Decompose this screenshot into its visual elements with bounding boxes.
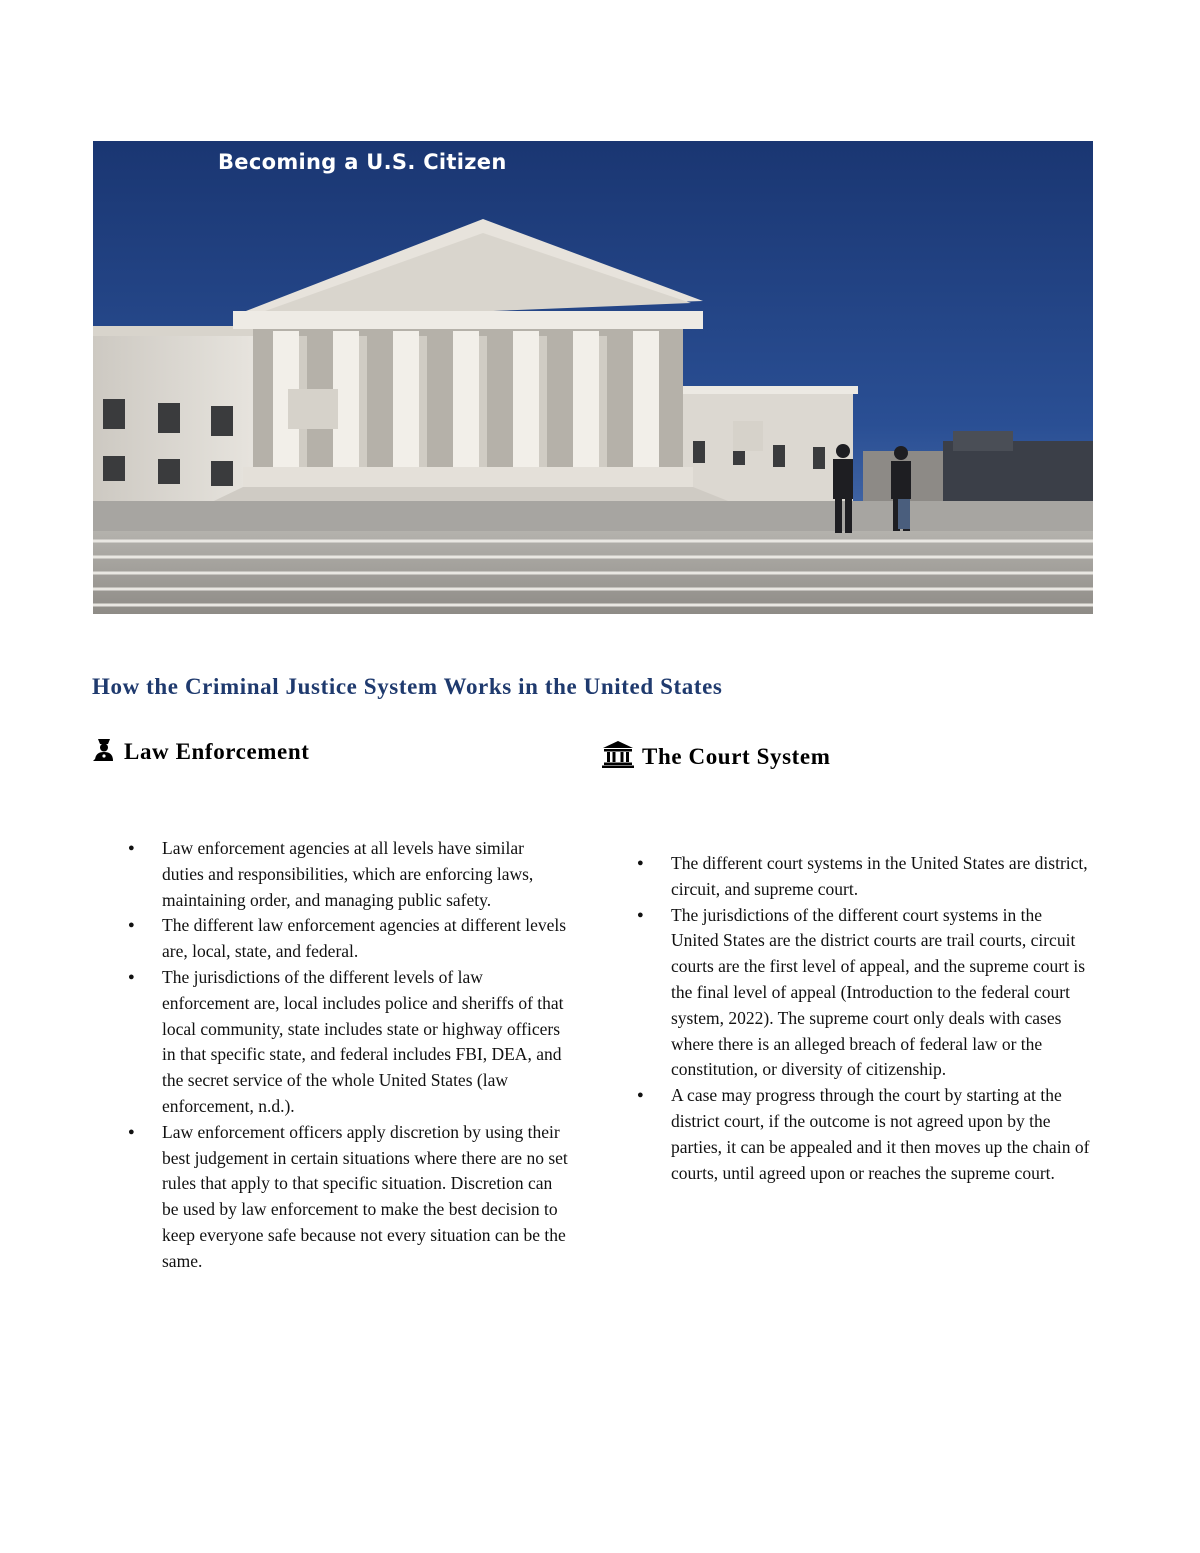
law-enforcement-heading — [92, 736, 310, 768]
courthouse-icon — [602, 740, 634, 774]
list-item: ● The different court systems in the United States are district, circuit, and supreme court. — [637, 851, 1092, 903]
list-item: ● The jurisdictions of the different levels of law enforcement are, local includes police and sheriffs of that local community, state includes state or highway officers in that specific state, and federal includes FBI, DEA, and the secret service of the whole United States (law enforcement, n.d.). — [128, 965, 568, 1120]
court-system-list — [637, 851, 1092, 1186]
list-item: ● The jurisdictions of the different court systems in the United States are the district courts are trail courts, circuit courts are the first level of appeal, and the supreme court is the final level of appeal (Introduction to the federal court system, 2022). The supreme court only deals with cases where there is an alleged breach of federal law or the constitution, or diversity of citizenship. — [637, 903, 1092, 1084]
hero-banner — [93, 141, 1093, 614]
court-system-heading — [602, 740, 830, 774]
list-item: ● A case may progress through the court by starting at the district court, if the outcome is not agreed upon by the parties, it can be appealed and it then moves up the chain of courts, until agreed upon or reaches the supreme court. — [637, 1083, 1092, 1186]
list-item: ● The different law enforcement agencies at different levels are, local, state, and federal. — [128, 913, 568, 965]
court-system-heading-text: The Court System — [642, 744, 831, 769]
law-enforcement-list — [128, 836, 568, 1275]
hero-title: Becoming a U.S. Citizen — [218, 150, 507, 174]
supreme-court-building-image — [93, 141, 1093, 614]
police-officer-icon — [92, 736, 116, 768]
list-item: ● Law enforcement officers apply discretion by using their best judgement in certain situations where there are no set rules that apply to that specific situation. Discretion can be used by law enforcement to make the best decision to keep everyone safe because not every situation can be the same. — [128, 1120, 568, 1275]
list-item: ● Law enforcement agencies at all levels have similar duties and responsibilities, which are enforcing laws, maintaining order, and managing public safety. — [128, 836, 568, 913]
law-enforcement-heading-text: Law Enforcement — [124, 739, 310, 764]
document-title: How the Criminal Justice System Works in the United States — [92, 674, 723, 699]
